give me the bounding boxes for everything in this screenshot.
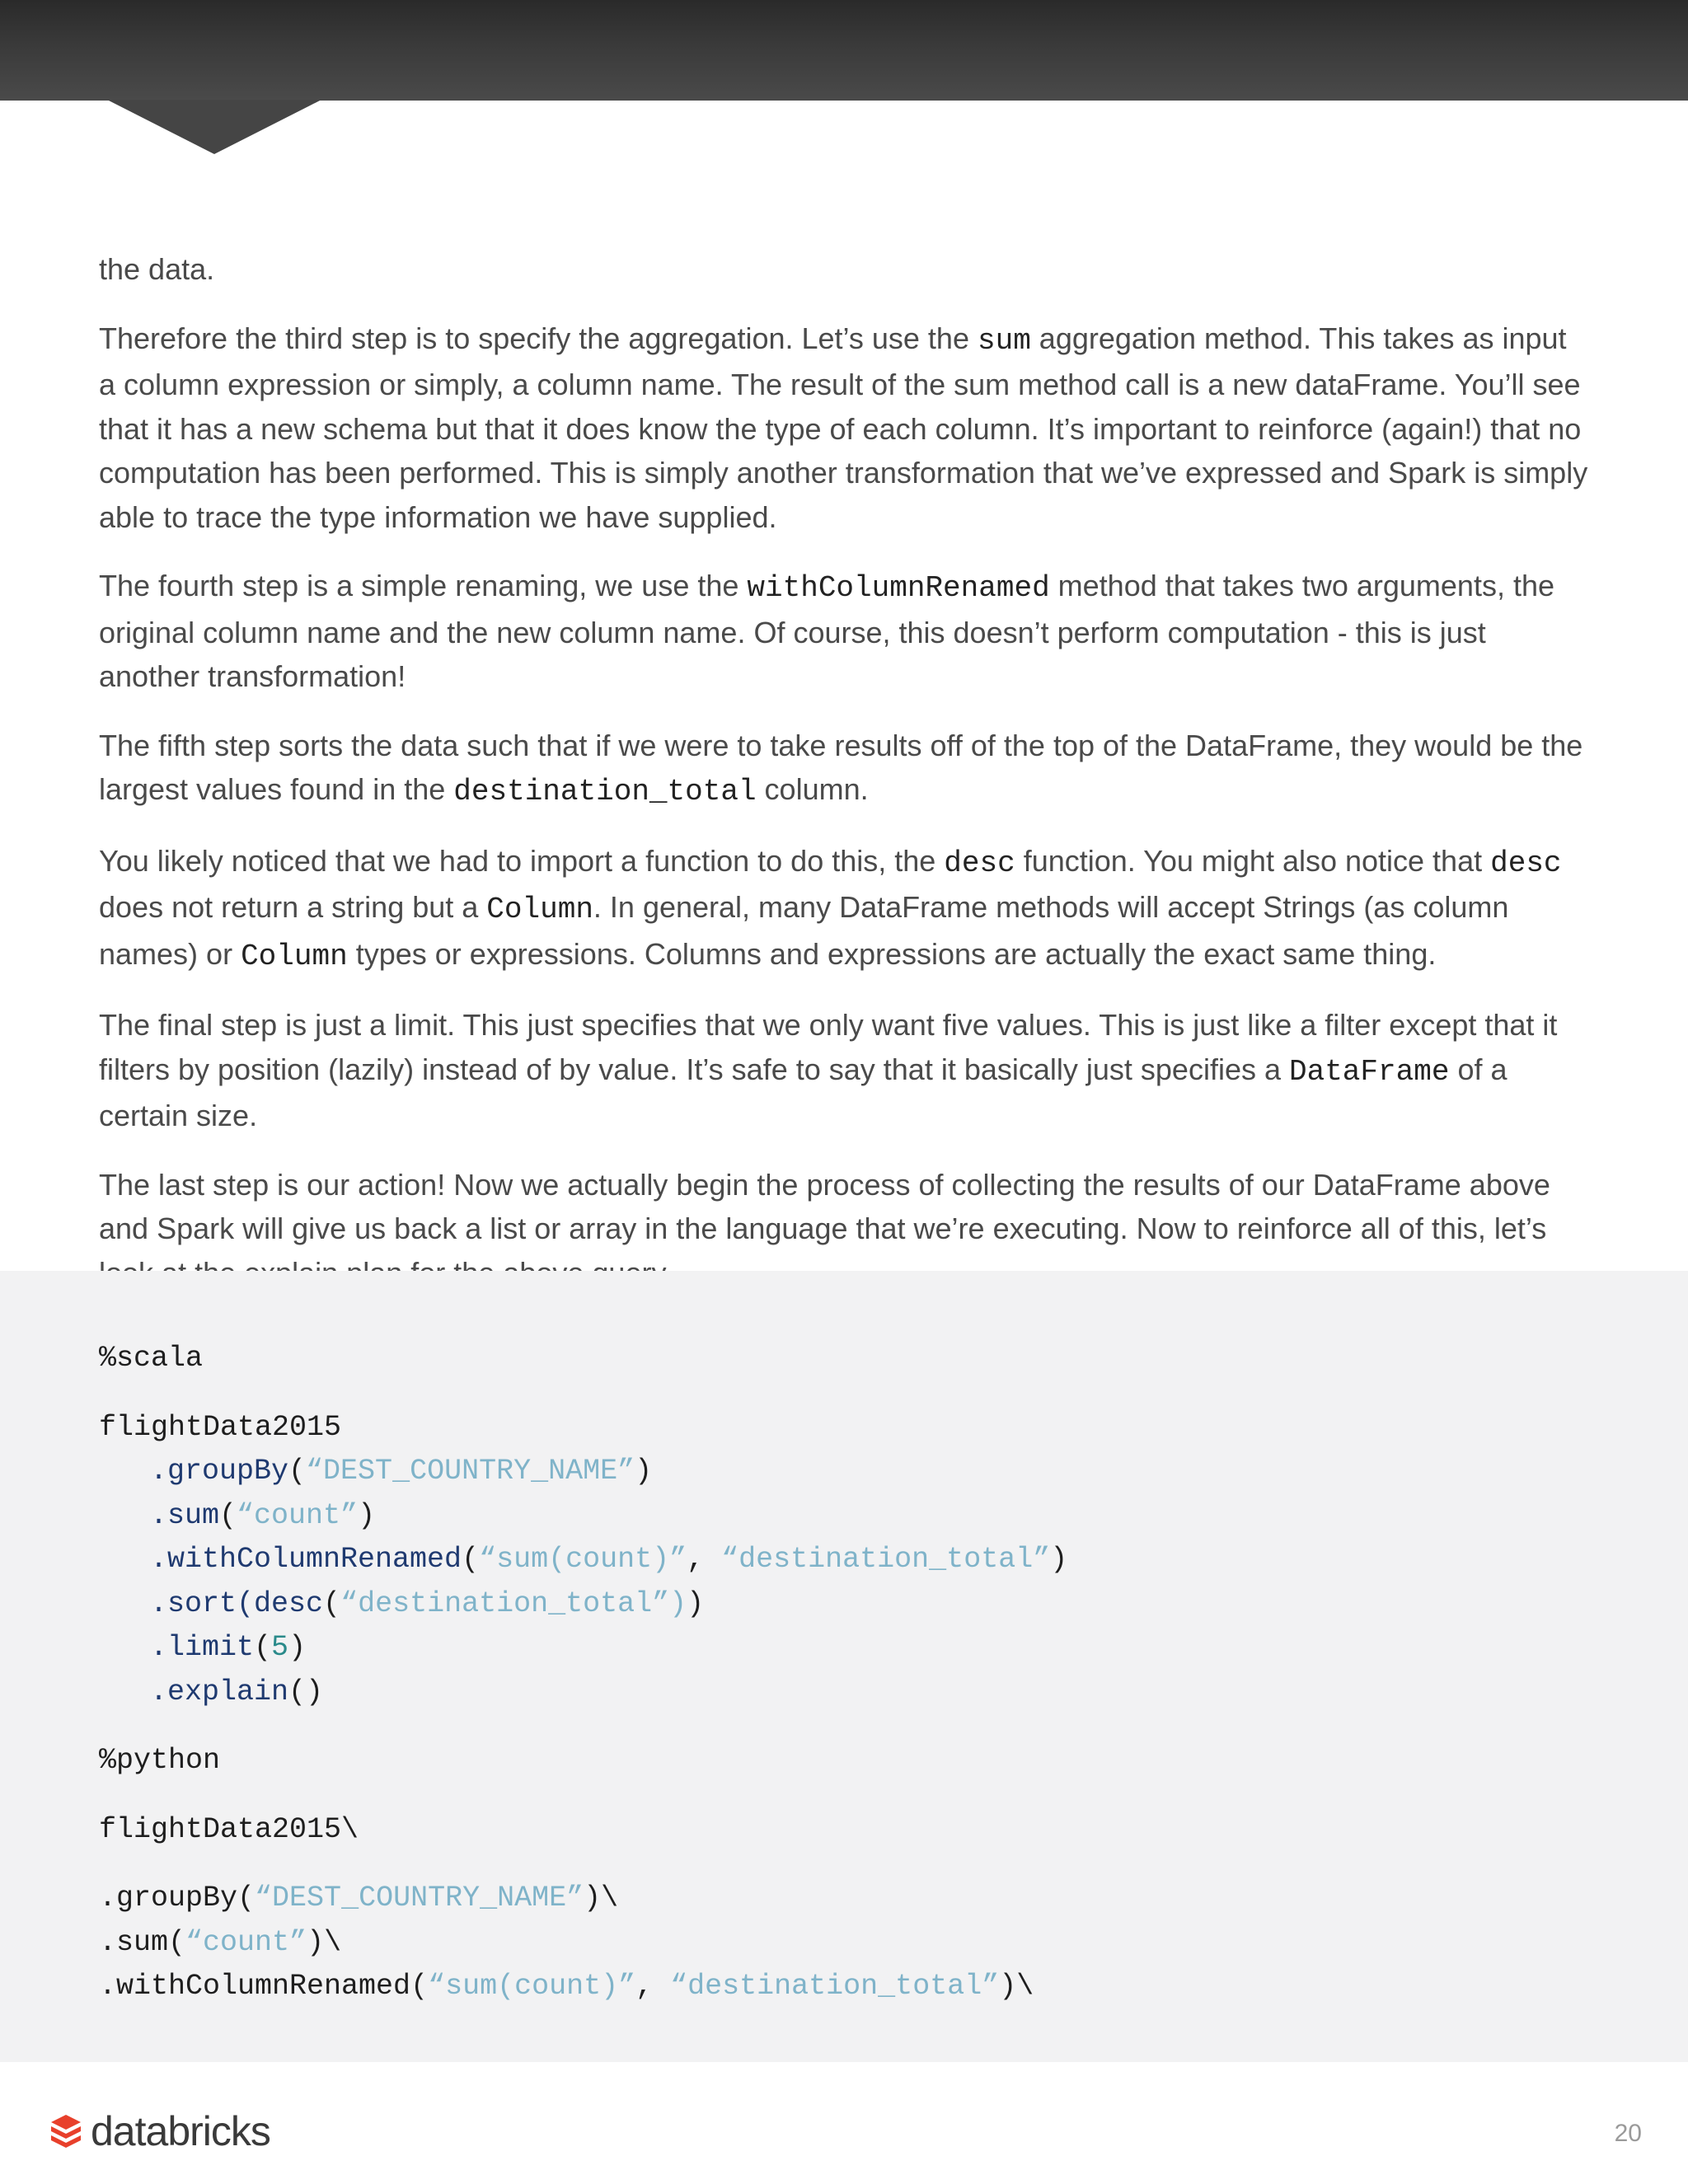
- code-line: .sort(desc(“destination_total”)): [150, 1586, 705, 1620]
- code-line: .withColumnRenamed(“sum(count)”, “destination_total”)\: [99, 1970, 1034, 2003]
- databricks-logo: [49, 2108, 270, 2154]
- page-number: 20: [1614, 2120, 1642, 2147]
- inline-code: destination_total: [453, 775, 757, 808]
- paragraph-4: The fifth step sorts the data such that if we were to take results off of the top of the DataFrame, they would be the largest values found in the destination_total column.: [99, 728, 1583, 808]
- logo-wordmark: databricks: [91, 2108, 270, 2154]
- inline-code: DataFrame: [1289, 1054, 1450, 1089]
- code-line: .withColumnRenamed(“sum(count)”, “destination_total”): [150, 1543, 1068, 1576]
- code-line: .explain(): [150, 1675, 324, 1708]
- code-line: .groupBy(“DEST_COUNTRY_NAME”)\: [99, 1882, 619, 1915]
- inline-code: sum: [977, 323, 1031, 358]
- body-text: [99, 247, 1589, 1319]
- paragraph-1: the data.: [99, 252, 215, 286]
- inline-code: withColumnRenamed: [747, 571, 1050, 605]
- databricks-stack-icon: [49, 2113, 82, 2149]
- code-line: .limit(5): [150, 1631, 307, 1664]
- code-line: flightData2015\: [99, 1812, 359, 1846]
- code-line: flightData2015: [99, 1410, 342, 1444]
- code-line-scala-tag: %scala: [99, 1342, 204, 1375]
- paragraph-3: The fourth step is a simple renaming, we use the withColumnRenamed method that takes two arguments, the original column name and the new column name. Of course, this doesn’t perform computation - this is just another transformation!: [99, 569, 1555, 693]
- inline-code: desc: [1490, 846, 1562, 880]
- inline-code: Column: [241, 939, 348, 973]
- code-line: .sum(“count”)\: [99, 1925, 342, 1959]
- code-line: .sum(“count”): [150, 1498, 376, 1532]
- header-notch: [107, 100, 321, 154]
- inline-code: Column: [486, 893, 593, 926]
- code-line-python-tag: %python: [99, 1744, 221, 1777]
- paragraph-6: The final step is just a limit. This just specifies that we only want five values. This is just like a filter except that it filters by position (lazily) instead of by value. It’s safe to say that it basically just specifies a DataFrame of a certain size.: [99, 1008, 1558, 1132]
- paragraph-7: The last step is our action! Now we actually begin the process of collecting the results of our DataFrame above and Spark will give us back a list or array in the language that we’re executing. Now to reinforce all of this, let’s: [99, 1167, 1550, 1245]
- inline-code: desc: [944, 846, 1015, 880]
- paragraph-2: Therefore the third step is to specify the aggregation. Let’s use the sum aggregation method. This takes as input a column expression or simply, a column name. The result of the sum method call is a new dataFrame. You’ll see that it has a new schema but that it does know the type of each column. It’s important to reinforce (again!) that no computation has been performed. This is simply another transformation that we’ve expressed and Spark is simply able to trace the type information we have supplied.: [99, 321, 1588, 534]
- code-content: [99, 1337, 1582, 2009]
- code-block: [0, 1271, 1688, 2062]
- code-line: .groupBy(“DEST_COUNTRY_NAME”): [150, 1455, 653, 1488]
- paragraph-5: You likely noticed that we had to import a function to do this, the desc function. You might also notice that desc does not return a string but a Column. In general, many DataFrame methods will accept Strings (as column names) or Column types or expressions. Columns and expressions are actually the exact same thing.: [99, 843, 1562, 973]
- header-band: [0, 0, 1688, 101]
